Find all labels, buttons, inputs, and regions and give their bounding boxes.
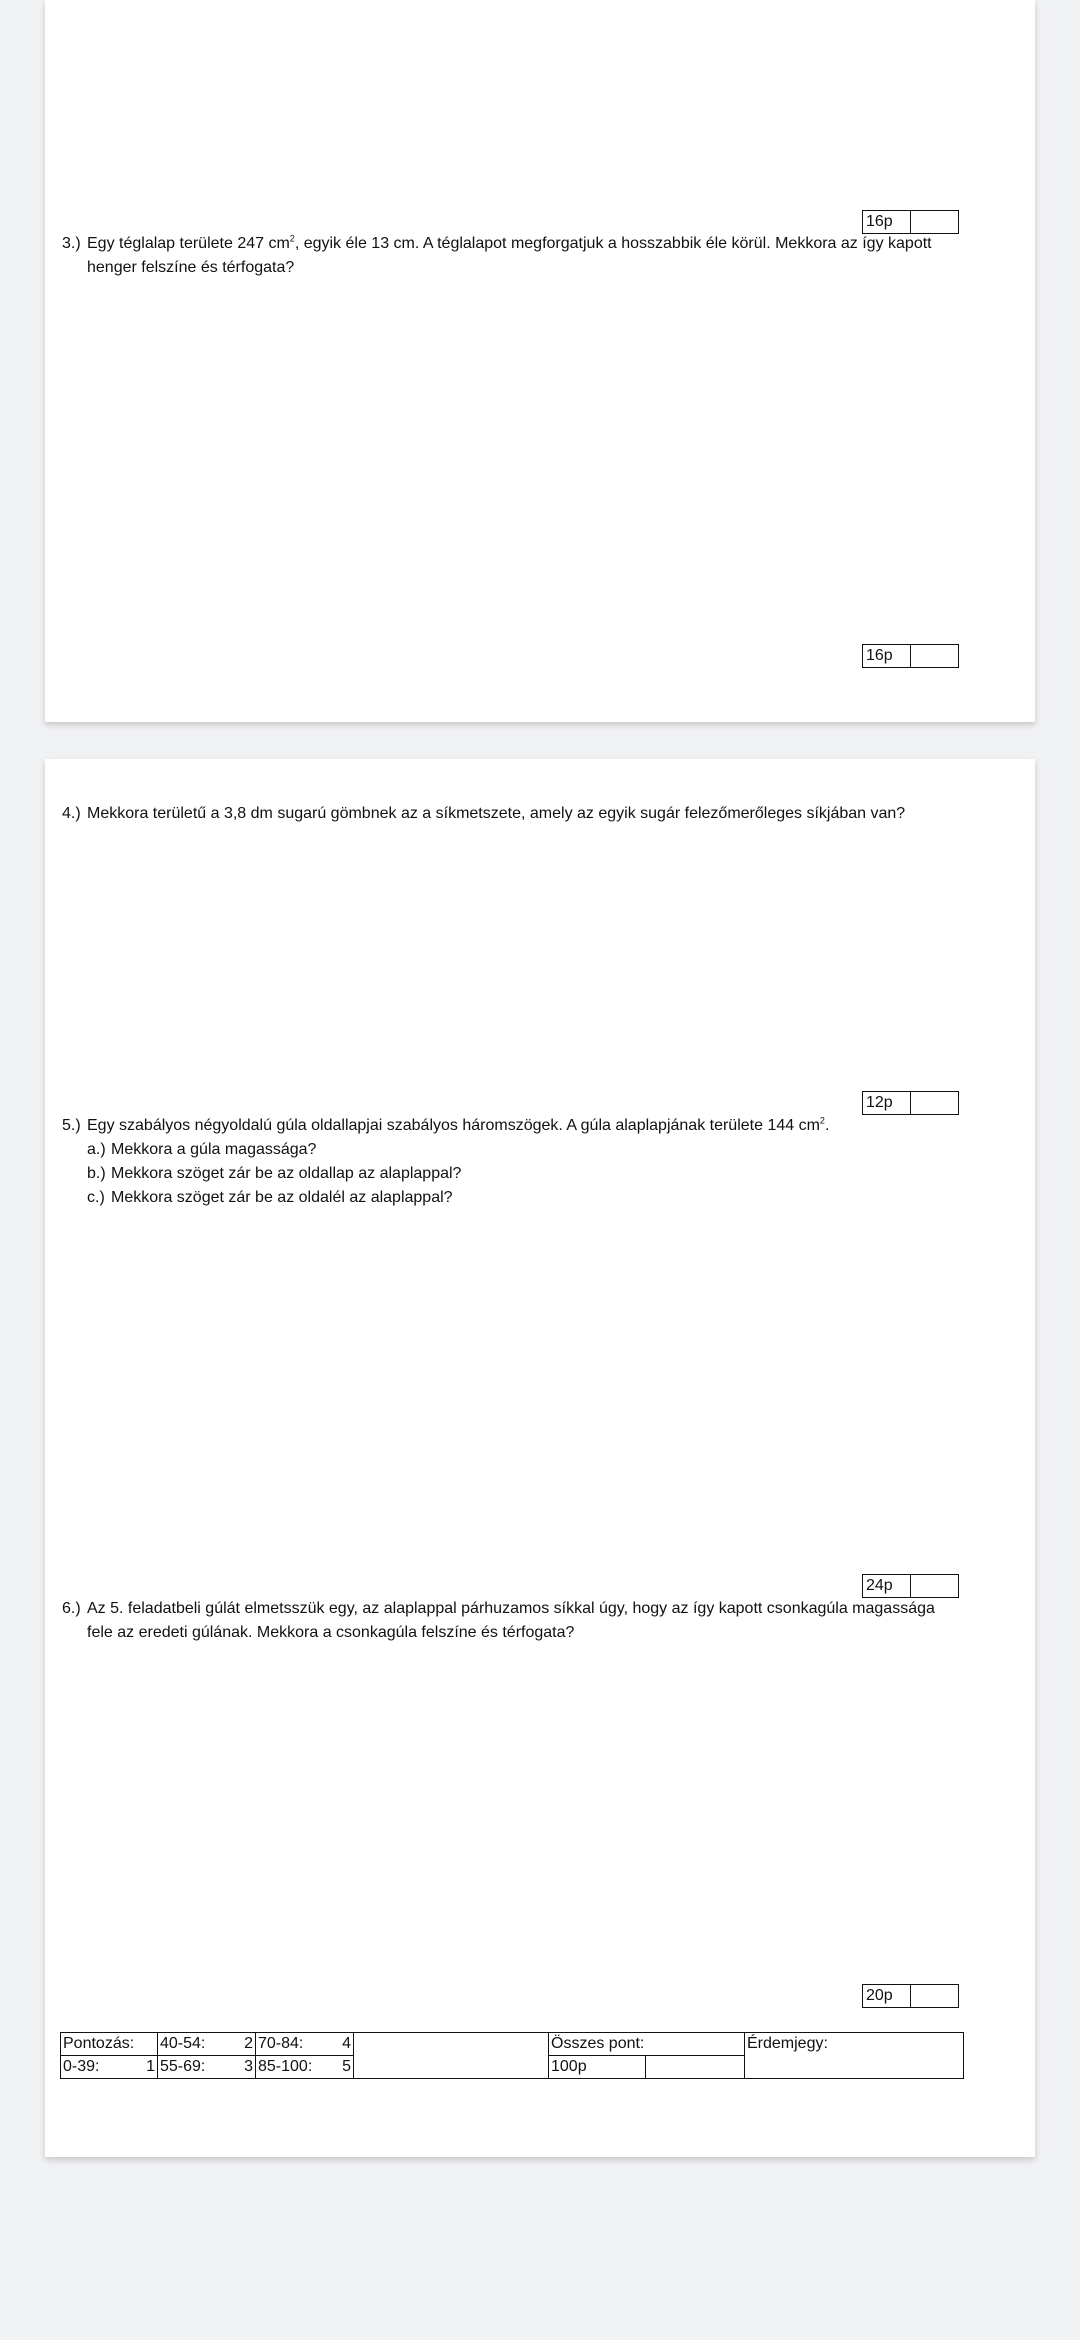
grading-range-5 xyxy=(256,2056,354,2079)
grade-value: 5 xyxy=(342,2058,351,2075)
question-text xyxy=(87,1114,982,1138)
question-3 xyxy=(62,232,982,280)
score-box-q4 xyxy=(862,1091,959,1115)
range-text: 70-84: xyxy=(258,2035,304,2052)
question-6 xyxy=(62,1597,982,1645)
question-text xyxy=(87,1597,982,1645)
grade-label: Érdemjegy: xyxy=(745,2033,964,2079)
score-blank xyxy=(911,1575,958,1597)
range-text: 85-100: xyxy=(258,2058,313,2075)
sub-question-label: c.) xyxy=(87,1189,105,1206)
grade-value: 2 xyxy=(244,2035,253,2052)
score-blank xyxy=(911,645,958,667)
total-blank xyxy=(646,2056,745,2079)
grading-range-2 xyxy=(158,2033,256,2056)
grading-range-4 xyxy=(256,2033,354,2056)
sub-question-a xyxy=(87,1138,982,1162)
score-box-q3 xyxy=(862,644,959,668)
score-points: 24p xyxy=(863,1575,911,1597)
sub-question-c xyxy=(87,1186,982,1210)
sub-question-b xyxy=(87,1162,982,1186)
score-box-q2 xyxy=(862,210,959,234)
question-number: 6.) xyxy=(62,1600,81,1617)
question-text: Mekkora területű a 3,8 dm sugarú gömbnek az a síkmetszete, amely az egyik sugár felezőmerőleges síkjában van? xyxy=(87,805,906,822)
grading-range-1 xyxy=(61,2056,158,2079)
score-points: 12p xyxy=(863,1092,911,1114)
total-max: 100p xyxy=(549,2056,646,2079)
grading-range-3 xyxy=(158,2056,256,2079)
question-text xyxy=(87,232,982,280)
document-page-1 xyxy=(45,0,1035,722)
question-text-part: Az 5. feladatbeli gúlát elmetsszük egy, az alaplappal párhuzamos síkkal úgy, hogy az így kapott csonkagúla magassága xyxy=(87,1600,935,1617)
score-blank xyxy=(911,211,958,233)
question-5 xyxy=(62,1114,982,1210)
question-text-part: . xyxy=(824,1117,830,1134)
superscript: 2 xyxy=(289,233,295,244)
superscript: 2 xyxy=(819,1115,825,1126)
sub-question-label: b.) xyxy=(87,1165,106,1182)
score-blank xyxy=(911,1985,958,2007)
question-number: 3.) xyxy=(62,235,81,252)
sub-question-text: Mekkora szöget zár be az oldalél az alaplappal? xyxy=(111,1189,453,1206)
total-label: Összes pont: xyxy=(549,2033,745,2056)
question-text-part: fele az eredeti gúlának. Mekkora a csonkagúla felszíne és térfogata? xyxy=(87,1624,575,1641)
range-text: 55-69: xyxy=(160,2058,206,2075)
score-box-q6 xyxy=(862,1984,959,2008)
score-points: 16p xyxy=(863,645,911,667)
question-text-part: henger felszíne és térfogata? xyxy=(87,259,295,276)
grade-value: 1 xyxy=(146,2058,155,2075)
question-number: 4.) xyxy=(62,805,81,822)
range-text: 0-39: xyxy=(63,2058,100,2075)
sub-question-text: Mekkora szöget zár be az oldallap az alaplappal? xyxy=(111,1165,462,1182)
document-page-2 xyxy=(45,759,1035,2157)
grading-empty-cell xyxy=(354,2033,549,2079)
score-box-q5 xyxy=(862,1574,959,1598)
range-text: 40-54: xyxy=(160,2035,206,2052)
question-text-part: , egyik éle 13 cm. A téglalapot megforgatjuk a hosszabbik éle körül. Mekkora az így kapott xyxy=(294,235,932,252)
grade-value: 4 xyxy=(342,2035,351,2052)
question-number: 5.) xyxy=(62,1117,81,1134)
score-points: 20p xyxy=(863,1985,911,2007)
question-4 xyxy=(62,802,982,826)
question-text-part: Egy téglalap területe 247 cm xyxy=(87,235,290,252)
score-points: 16p xyxy=(863,211,911,233)
grade-value: 3 xyxy=(244,2058,253,2075)
grading-label: Pontozás: xyxy=(61,2033,158,2056)
score-blank xyxy=(911,1092,958,1114)
question-text-part: Egy szabályos négyoldalú gúla oldallapjai szabályos háromszögek. A gúla alaplapjának területe 144 cm xyxy=(87,1117,820,1134)
sub-question-text: Mekkora a gúla magassága? xyxy=(111,1141,317,1158)
sub-question-label: a.) xyxy=(87,1141,106,1158)
grading-table xyxy=(60,2032,964,2079)
